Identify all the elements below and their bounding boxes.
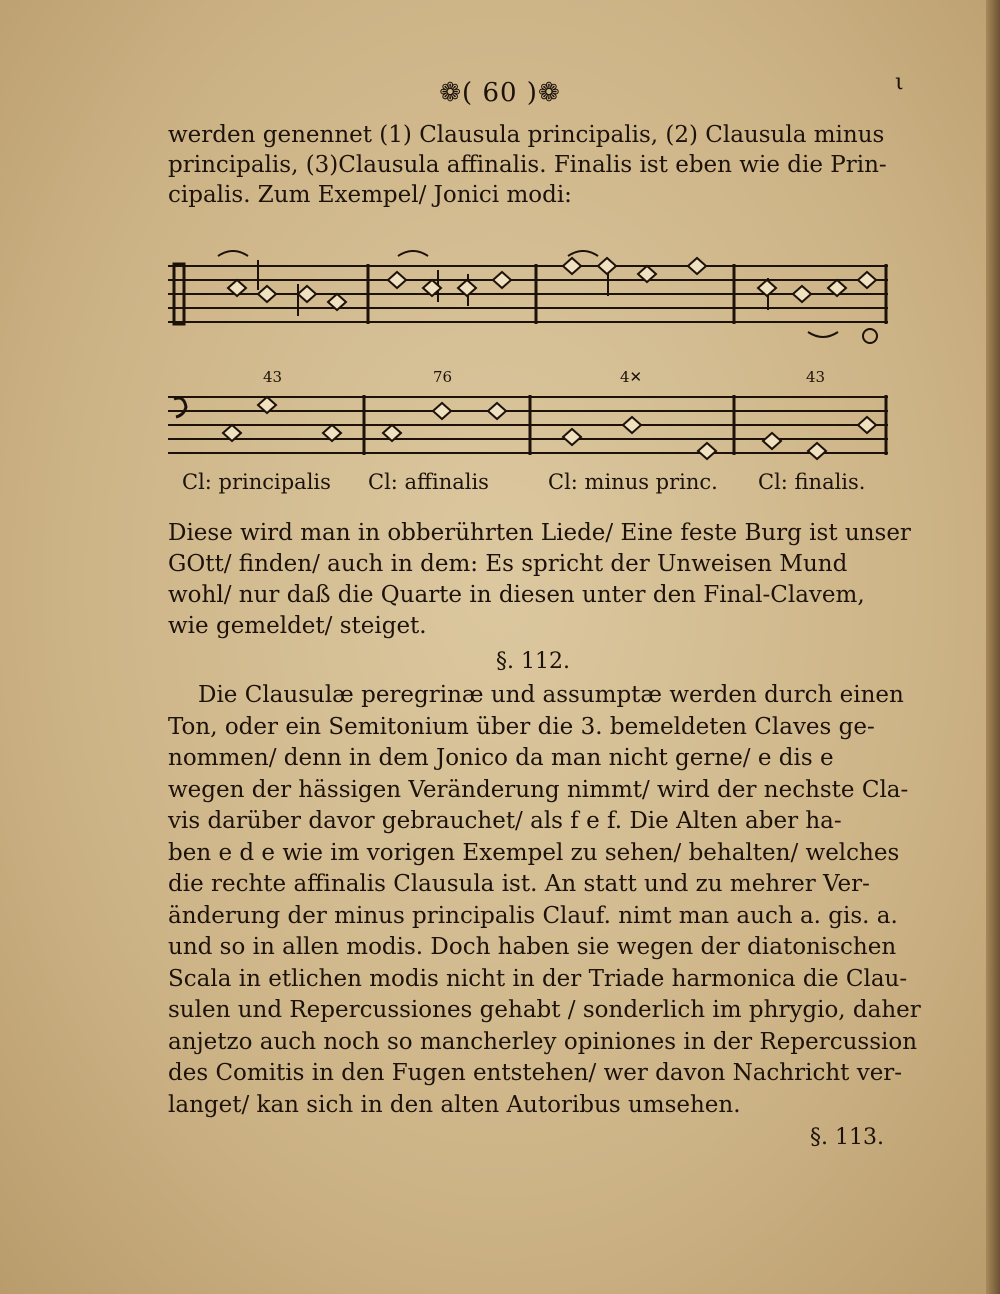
text-line: Ton, oder ein Semitonium über die 3. bemeldeten Claves ge- — [168, 713, 875, 740]
text-line: und so in allen modis. Doch haben sie wegen der diatonischen — [168, 934, 897, 960]
text-line: nommen/ denn in dem Jonico da man nicht gerne/ e dis e — [168, 745, 834, 771]
text-line: sulen und Repercussiones gehabt / sonderlich im phrygio, daher — [168, 997, 921, 1023]
clausula-label: Cl: principalis — [182, 470, 331, 494]
text-line: werden genennet (1) Clausula principalis, (2) Clausula minus — [168, 122, 885, 148]
text-line: wohl/ nur daß die Quarte in diesen unter den Final-Clavem, — [168, 582, 865, 608]
page-edge — [986, 0, 1000, 1294]
text-line: wie gemeldet/ steiget. — [168, 613, 427, 639]
text-line: cipalis. Zum Exempel/ Jonici modi: — [168, 182, 572, 208]
text-line: GOtt/ finden/ auch in dem: Es spricht der Unweisen Mund — [168, 551, 848, 577]
catchword: §. 113. — [810, 1125, 884, 1150]
text-line: die rechte affinalis Clausula ist. An statt und zu mehrer Ver- — [168, 871, 870, 897]
text-line: ben e d e wie im vorigen Exempel zu sehen/ behalten/ welches — [168, 839, 900, 866]
page-header — [0, 78, 1000, 108]
text-line: principalis, (3)Clausula affinalis. Finalis ist eben wie die Prin- — [168, 152, 887, 178]
text-line: des Comitis in den Fugen entstehen/ wer davon Nachricht ver- — [168, 1060, 903, 1086]
paragraph-2 — [168, 680, 921, 1121]
text-line: anjetzo auch noch so mancherley opiniones in der Repercussion — [168, 1028, 918, 1055]
intro-text — [168, 120, 898, 210]
figure: 43 — [806, 368, 826, 386]
text-line: vis darüber davor gebrauchet/ als f e f. Die Alten aber ha- — [168, 808, 842, 834]
text-line: Die Clausulæ peregrinæ und assumptæ werden durch einen — [198, 682, 904, 708]
paragraph-1 — [168, 518, 911, 642]
music-staff-upper — [168, 250, 898, 350]
ornament-left-icon: ❁ — [439, 78, 463, 108]
clausula-label: Cl: affinalis — [368, 470, 489, 494]
text-line: Diese wird man in obberührten Liede/ Eine feste Burg ist unser — [168, 520, 911, 546]
clausula-labels — [182, 470, 892, 494]
page-number: ( 60 ) — [462, 78, 538, 108]
corner-mark: ι — [895, 70, 904, 95]
figure: 43 — [263, 368, 283, 386]
figure: 76 — [433, 368, 453, 386]
clausula-label: Cl: finalis. — [758, 470, 866, 494]
ornament-right-icon: ❁ — [537, 78, 561, 108]
text-line: Scala in etlichen modis nicht in der Triade harmonica die Clau- — [168, 965, 908, 992]
music-staff-lower — [168, 385, 898, 470]
text-line: wegen der hässigen Veränderung nimmt/ wird der nechste Cla- — [168, 776, 909, 803]
text-line: änderung der minus principalis Clauf. nimt man auch a. gis. a. — [168, 902, 898, 929]
figure: 4✕ — [620, 368, 643, 386]
section-heading: §. 112. — [496, 649, 570, 674]
text-line: langet/ kan sich in den alten Autoribus umsehen. — [168, 1091, 741, 1118]
clausula-label: Cl: minus princ. — [548, 470, 718, 494]
